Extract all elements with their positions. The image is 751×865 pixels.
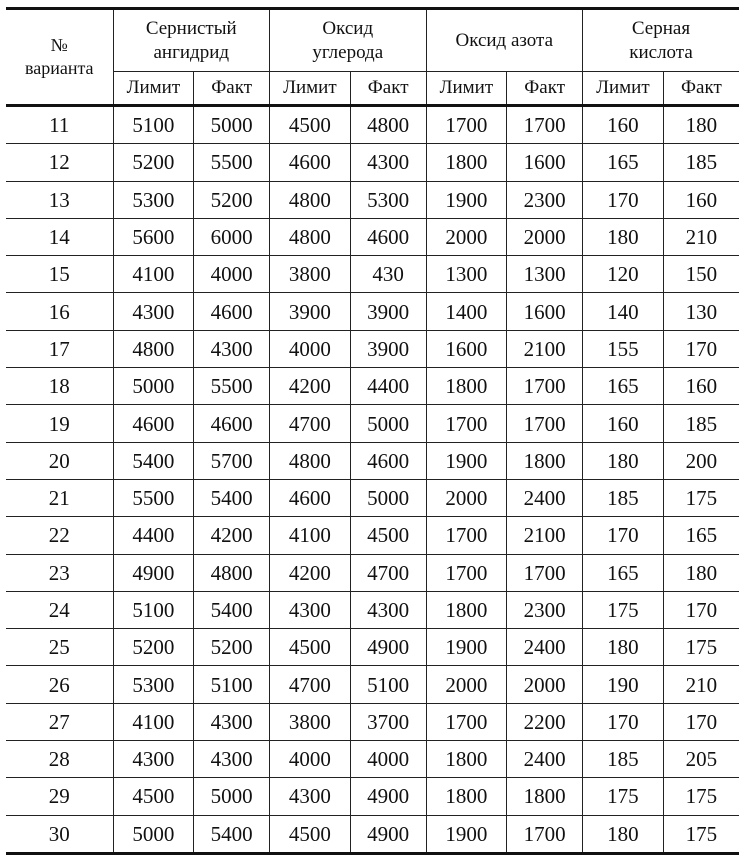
value-cell: 180 bbox=[583, 218, 664, 255]
value-cell: 2000 bbox=[426, 218, 507, 255]
value-cell: 1900 bbox=[426, 181, 507, 218]
value-cell: 175 bbox=[583, 778, 664, 815]
value-cell: 160 bbox=[663, 181, 739, 218]
value-cell: 4200 bbox=[270, 554, 351, 591]
table-row bbox=[6, 629, 739, 666]
value-cell: 175 bbox=[663, 629, 739, 666]
variant-number-cell: 13 bbox=[6, 181, 113, 218]
value-cell: 5400 bbox=[113, 442, 194, 479]
value-cell: 180 bbox=[583, 629, 664, 666]
value-cell: 2100 bbox=[507, 330, 583, 367]
table-header bbox=[6, 9, 739, 106]
value-cell: 120 bbox=[583, 256, 664, 293]
value-cell: 140 bbox=[583, 293, 664, 330]
value-cell: 2000 bbox=[507, 218, 583, 255]
value-cell: 4600 bbox=[270, 144, 351, 181]
variant-number-cell: 24 bbox=[6, 591, 113, 628]
value-cell: 3900 bbox=[270, 293, 351, 330]
value-cell: 1800 bbox=[426, 144, 507, 181]
value-cell: 1700 bbox=[507, 106, 583, 144]
value-cell: 2000 bbox=[426, 479, 507, 516]
value-cell: 160 bbox=[583, 405, 664, 442]
value-cell: 5300 bbox=[113, 181, 194, 218]
value-cell: 5000 bbox=[113, 815, 194, 853]
value-cell: 4500 bbox=[113, 778, 194, 815]
value-cell: 5400 bbox=[194, 479, 270, 516]
value-cell: 2300 bbox=[507, 591, 583, 628]
value-cell: 5700 bbox=[194, 442, 270, 479]
variant-number-cell: 25 bbox=[6, 629, 113, 666]
variant-number-cell: 30 bbox=[6, 815, 113, 853]
variant-number-cell: 18 bbox=[6, 368, 113, 405]
table-row bbox=[6, 666, 739, 703]
value-cell: 4500 bbox=[350, 517, 426, 554]
value-cell: 170 bbox=[663, 591, 739, 628]
value-cell: 2000 bbox=[426, 666, 507, 703]
value-cell: 4500 bbox=[270, 106, 351, 144]
value-cell: 165 bbox=[583, 144, 664, 181]
variant-number-cell: 27 bbox=[6, 703, 113, 740]
value-cell: 175 bbox=[583, 591, 664, 628]
table-row bbox=[6, 442, 739, 479]
value-cell: 5500 bbox=[113, 479, 194, 516]
value-cell: 4100 bbox=[113, 703, 194, 740]
table-row bbox=[6, 554, 739, 591]
value-cell: 4400 bbox=[350, 368, 426, 405]
table-row bbox=[6, 778, 739, 815]
value-cell: 180 bbox=[663, 106, 739, 144]
value-cell: 1800 bbox=[507, 442, 583, 479]
variant-number-cell: 12 bbox=[6, 144, 113, 181]
value-cell: 4200 bbox=[194, 517, 270, 554]
value-cell: 1800 bbox=[507, 778, 583, 815]
table-row bbox=[6, 815, 739, 853]
value-cell: 4000 bbox=[270, 330, 351, 367]
value-cell: 4000 bbox=[194, 256, 270, 293]
value-cell: 1700 bbox=[426, 703, 507, 740]
variant-number-cell: 16 bbox=[6, 293, 113, 330]
value-cell: 4900 bbox=[350, 815, 426, 853]
table-row bbox=[6, 703, 739, 740]
value-cell: 4800 bbox=[194, 554, 270, 591]
value-cell: 5000 bbox=[194, 106, 270, 144]
value-cell: 4200 bbox=[270, 368, 351, 405]
value-cell: 130 bbox=[663, 293, 739, 330]
value-cell: 4600 bbox=[350, 218, 426, 255]
value-cell: 4900 bbox=[350, 778, 426, 815]
value-cell: 5000 bbox=[350, 479, 426, 516]
value-cell: 5200 bbox=[113, 144, 194, 181]
value-cell: 1700 bbox=[426, 106, 507, 144]
value-cell: 155 bbox=[583, 330, 664, 367]
header-variant-number: № варианта bbox=[6, 9, 113, 106]
value-cell: 3900 bbox=[350, 330, 426, 367]
variant-number-cell: 23 bbox=[6, 554, 113, 591]
value-cell: 5600 bbox=[113, 218, 194, 255]
value-cell: 5000 bbox=[113, 368, 194, 405]
table-row bbox=[6, 741, 739, 778]
value-cell: 4300 bbox=[194, 703, 270, 740]
header-group-3: Серная кислота bbox=[583, 9, 740, 72]
header-group-0: Сернистый ангидрид bbox=[113, 9, 269, 72]
value-cell: 4300 bbox=[194, 330, 270, 367]
table-row bbox=[6, 517, 739, 554]
value-cell: 4300 bbox=[194, 741, 270, 778]
value-cell: 4300 bbox=[113, 293, 194, 330]
value-cell: 5500 bbox=[194, 144, 270, 181]
value-cell: 2000 bbox=[507, 666, 583, 703]
table-row bbox=[6, 479, 739, 516]
value-cell: 4800 bbox=[270, 218, 351, 255]
table-row bbox=[6, 144, 739, 181]
value-cell: 1800 bbox=[426, 591, 507, 628]
variant-number-cell: 15 bbox=[6, 256, 113, 293]
value-cell: 4800 bbox=[270, 181, 351, 218]
value-cell: 3800 bbox=[270, 256, 351, 293]
value-cell: 165 bbox=[583, 554, 664, 591]
value-cell: 175 bbox=[663, 479, 739, 516]
value-cell: 160 bbox=[663, 368, 739, 405]
value-cell: 2200 bbox=[507, 703, 583, 740]
table-row bbox=[6, 405, 739, 442]
header-group-2: Оксид азота bbox=[426, 9, 583, 72]
table-row bbox=[6, 591, 739, 628]
value-cell: 1700 bbox=[507, 368, 583, 405]
value-cell: 4300 bbox=[270, 591, 351, 628]
value-cell: 4300 bbox=[350, 144, 426, 181]
value-cell: 185 bbox=[663, 405, 739, 442]
value-cell: 1700 bbox=[507, 554, 583, 591]
value-cell: 5200 bbox=[194, 629, 270, 666]
header-fact: Факт bbox=[350, 72, 426, 106]
value-cell: 185 bbox=[583, 741, 664, 778]
header-fact: Факт bbox=[507, 72, 583, 106]
value-cell: 3900 bbox=[350, 293, 426, 330]
header-limit: Лимит bbox=[583, 72, 664, 106]
value-cell: 210 bbox=[663, 666, 739, 703]
value-cell: 210 bbox=[663, 218, 739, 255]
value-cell: 4900 bbox=[350, 629, 426, 666]
variant-number-cell: 22 bbox=[6, 517, 113, 554]
value-cell: 165 bbox=[663, 517, 739, 554]
value-cell: 3700 bbox=[350, 703, 426, 740]
value-cell: 1700 bbox=[507, 405, 583, 442]
value-cell: 2100 bbox=[507, 517, 583, 554]
value-cell: 2400 bbox=[507, 479, 583, 516]
value-cell: 4100 bbox=[270, 517, 351, 554]
value-cell: 5000 bbox=[194, 778, 270, 815]
value-cell: 180 bbox=[663, 554, 739, 591]
value-cell: 4700 bbox=[270, 405, 351, 442]
value-cell: 4000 bbox=[350, 741, 426, 778]
value-cell: 5200 bbox=[113, 629, 194, 666]
value-cell: 4700 bbox=[350, 554, 426, 591]
variant-number-cell: 19 bbox=[6, 405, 113, 442]
table-row bbox=[6, 256, 739, 293]
value-cell: 1900 bbox=[426, 629, 507, 666]
value-cell: 5100 bbox=[113, 591, 194, 628]
value-cell: 5400 bbox=[194, 815, 270, 853]
value-cell: 2300 bbox=[507, 181, 583, 218]
value-cell: 4800 bbox=[270, 442, 351, 479]
variant-number-cell: 14 bbox=[6, 218, 113, 255]
value-cell: 180 bbox=[583, 815, 664, 853]
value-cell: 4300 bbox=[350, 591, 426, 628]
value-cell: 5400 bbox=[194, 591, 270, 628]
value-cell: 2400 bbox=[507, 741, 583, 778]
variant-number-cell: 20 bbox=[6, 442, 113, 479]
value-cell: 170 bbox=[583, 181, 664, 218]
value-cell: 1600 bbox=[507, 144, 583, 181]
table-row bbox=[6, 293, 739, 330]
value-cell: 4300 bbox=[113, 741, 194, 778]
value-cell: 1900 bbox=[426, 815, 507, 853]
value-cell: 160 bbox=[583, 106, 664, 144]
table-row bbox=[6, 181, 739, 218]
variant-number-cell: 11 bbox=[6, 106, 113, 144]
header-limit: Лимит bbox=[270, 72, 351, 106]
value-cell: 1700 bbox=[426, 554, 507, 591]
header-fact: Факт bbox=[663, 72, 739, 106]
value-cell: 4600 bbox=[194, 405, 270, 442]
table-row bbox=[6, 106, 739, 144]
value-cell: 200 bbox=[663, 442, 739, 479]
value-cell: 170 bbox=[583, 703, 664, 740]
value-cell: 1600 bbox=[507, 293, 583, 330]
value-cell: 175 bbox=[663, 815, 739, 853]
value-cell: 3800 bbox=[270, 703, 351, 740]
value-cell: 5500 bbox=[194, 368, 270, 405]
value-cell: 1800 bbox=[426, 778, 507, 815]
value-cell: 5200 bbox=[194, 181, 270, 218]
value-cell: 1300 bbox=[426, 256, 507, 293]
value-cell: 2400 bbox=[507, 629, 583, 666]
variant-number-cell: 21 bbox=[6, 479, 113, 516]
variant-number-cell: 17 bbox=[6, 330, 113, 367]
value-cell: 5300 bbox=[113, 666, 194, 703]
value-cell: 430 bbox=[350, 256, 426, 293]
value-cell: 4800 bbox=[113, 330, 194, 367]
header-limit: Лимит bbox=[426, 72, 507, 106]
value-cell: 1400 bbox=[426, 293, 507, 330]
value-cell: 4100 bbox=[113, 256, 194, 293]
value-cell: 190 bbox=[583, 666, 664, 703]
value-cell: 5100 bbox=[113, 106, 194, 144]
variant-number-cell: 26 bbox=[6, 666, 113, 703]
value-cell: 165 bbox=[583, 368, 664, 405]
value-cell: 4800 bbox=[350, 106, 426, 144]
value-cell: 4600 bbox=[113, 405, 194, 442]
value-cell: 4600 bbox=[350, 442, 426, 479]
value-cell: 1600 bbox=[426, 330, 507, 367]
value-cell: 4900 bbox=[113, 554, 194, 591]
value-cell: 1800 bbox=[426, 368, 507, 405]
value-cell: 4700 bbox=[270, 666, 351, 703]
value-cell: 5100 bbox=[194, 666, 270, 703]
value-cell: 205 bbox=[663, 741, 739, 778]
value-cell: 170 bbox=[663, 703, 739, 740]
value-cell: 5000 bbox=[350, 405, 426, 442]
emissions-table bbox=[6, 7, 739, 855]
value-cell: 185 bbox=[663, 144, 739, 181]
table-row bbox=[6, 218, 739, 255]
value-cell: 170 bbox=[583, 517, 664, 554]
variant-number-cell: 29 bbox=[6, 778, 113, 815]
value-cell: 1300 bbox=[507, 256, 583, 293]
value-cell: 4500 bbox=[270, 629, 351, 666]
value-cell: 6000 bbox=[194, 218, 270, 255]
variant-number-cell: 28 bbox=[6, 741, 113, 778]
value-cell: 1700 bbox=[507, 815, 583, 853]
value-cell: 4000 bbox=[270, 741, 351, 778]
value-cell: 175 bbox=[663, 778, 739, 815]
value-cell: 150 bbox=[663, 256, 739, 293]
table-row bbox=[6, 368, 739, 405]
header-group-1: Оксид углерода bbox=[270, 9, 427, 72]
table-row bbox=[6, 330, 739, 367]
value-cell: 4600 bbox=[194, 293, 270, 330]
value-cell: 1700 bbox=[426, 517, 507, 554]
value-cell: 4400 bbox=[113, 517, 194, 554]
table-body bbox=[6, 106, 739, 854]
value-cell: 1900 bbox=[426, 442, 507, 479]
value-cell: 5100 bbox=[350, 666, 426, 703]
value-cell: 4500 bbox=[270, 815, 351, 853]
value-cell: 4600 bbox=[270, 479, 351, 516]
value-cell: 4300 bbox=[270, 778, 351, 815]
value-cell: 1800 bbox=[426, 741, 507, 778]
value-cell: 5300 bbox=[350, 181, 426, 218]
value-cell: 185 bbox=[583, 479, 664, 516]
header-limit: Лимит bbox=[113, 72, 194, 106]
value-cell: 170 bbox=[663, 330, 739, 367]
header-fact: Факт bbox=[194, 72, 270, 106]
value-cell: 1700 bbox=[426, 405, 507, 442]
value-cell: 180 bbox=[583, 442, 664, 479]
